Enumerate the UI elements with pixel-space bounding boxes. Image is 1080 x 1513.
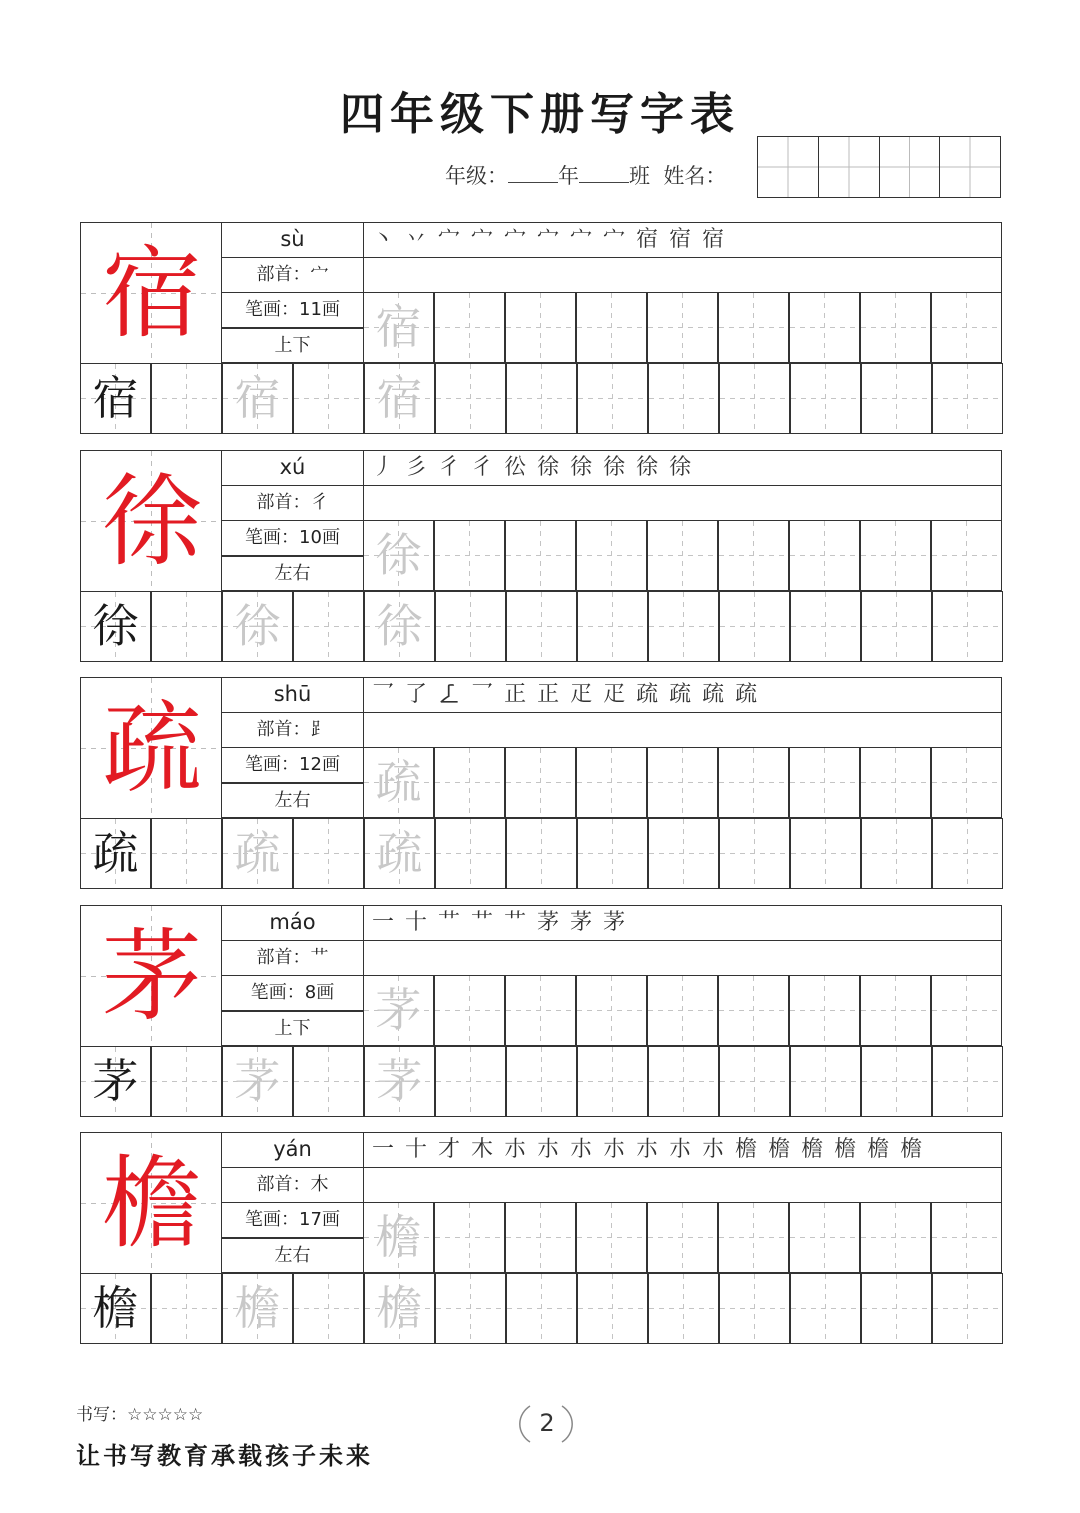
practice-cell[interactable] — [576, 292, 647, 363]
practice-cell[interactable] — [861, 591, 932, 662]
stroke-step: 乛 — [471, 682, 496, 707]
practice-cell[interactable] — [506, 818, 577, 889]
practice-cell[interactable] — [931, 1202, 1002, 1273]
stroke-step: 徐 — [636, 455, 661, 480]
practice-cell[interactable] — [861, 818, 932, 889]
practice-cell[interactable] — [790, 363, 861, 434]
practice-cell[interactable] — [647, 520, 718, 591]
stroke-step: 彸 — [504, 455, 529, 480]
stroke-step: 徐 — [603, 455, 628, 480]
name-box[interactable] — [819, 137, 880, 197]
practice-cell[interactable] — [435, 363, 506, 434]
blank-row[interactable] — [363, 940, 1002, 976]
stroke-step: 宿 — [636, 227, 661, 252]
practice-cell: 宿 — [80, 363, 151, 434]
pinyin: sù — [221, 222, 364, 258]
worksheet-title: 四年级下册写字表 — [340, 89, 740, 140]
stroke-step: 茅 — [537, 910, 562, 935]
practice-cell[interactable] — [505, 747, 576, 818]
pinyin: máo — [221, 905, 364, 941]
practice-cell[interactable] — [719, 818, 790, 889]
practice-cell[interactable] — [719, 363, 790, 434]
stroke-step: 宀 — [471, 227, 496, 252]
stroke-step: 一 — [372, 910, 397, 935]
stroke-step: 疏 — [669, 682, 694, 707]
practice-cell[interactable] — [577, 591, 648, 662]
practice-cell[interactable] — [435, 1273, 506, 1344]
practice-cell[interactable] — [790, 591, 861, 662]
grade-suffix: 年 — [558, 164, 579, 188]
practice-cell[interactable] — [576, 747, 647, 818]
stroke-step: 彳 — [471, 455, 496, 480]
character-block — [80, 1132, 1002, 1345]
practice-cell[interactable] — [505, 520, 576, 591]
practice-cell[interactable] — [861, 363, 932, 434]
stroke-step: 茅 — [570, 910, 595, 935]
stroke-step: 宀 — [570, 227, 595, 252]
stroke-step: 疋 — [603, 682, 628, 707]
radical: 部首：宀 — [221, 257, 364, 293]
stroke-step: 疏 — [702, 682, 727, 707]
practice-cell[interactable]: 宿 — [363, 292, 434, 363]
practice-cell[interactable] — [576, 975, 647, 1046]
practice-cell[interactable] — [435, 818, 506, 889]
practice-cell[interactable] — [576, 520, 647, 591]
practice-cell[interactable] — [718, 1202, 789, 1273]
page-number: 2 — [539, 1409, 555, 1437]
practice-cell[interactable] — [931, 747, 1002, 818]
stroke-step: 朩 — [702, 1137, 727, 1162]
blank-row[interactable] — [363, 712, 1002, 748]
stroke-step: 了 — [405, 682, 430, 707]
practice-cell[interactable] — [506, 363, 577, 434]
stroke-step: 宀 — [438, 227, 463, 252]
practice-cell[interactable] — [577, 818, 648, 889]
practice-cell[interactable] — [861, 1273, 932, 1344]
stroke-step: 𠄏 — [438, 682, 463, 707]
stroke-step: 宀 — [603, 227, 628, 252]
stroke-step: 宀 — [537, 227, 562, 252]
model-character: 疏 — [102, 690, 202, 807]
stroke-step: 檐 — [900, 1137, 925, 1162]
model-character: 徐 — [102, 463, 202, 580]
structure: 左右 — [221, 556, 364, 592]
model-character: 茅 — [102, 918, 202, 1035]
stroke-step: 疏 — [636, 682, 661, 707]
stroke-step: 正 — [537, 682, 562, 707]
practice-cell: 茅 — [80, 1046, 151, 1117]
practice-cell[interactable] — [506, 1273, 577, 1344]
practice-cell[interactable] — [647, 747, 718, 818]
practice-cell[interactable] — [648, 1046, 719, 1117]
stroke-step: 丶 — [372, 227, 397, 252]
blank-row[interactable] — [363, 1167, 1002, 1203]
stroke-order-row — [363, 677, 1002, 713]
radical: 部首：艹 — [221, 940, 364, 976]
character-info — [221, 450, 364, 592]
character-info — [221, 222, 364, 364]
model-character-cell — [80, 905, 222, 1047]
model-character-cell — [80, 677, 222, 819]
practice-cell[interactable] — [505, 975, 576, 1046]
stroke-count: 笔画：11画 — [221, 292, 364, 328]
footer-slogan: 让书写教育承载孩子未来 — [76, 1441, 373, 1470]
practice-cell[interactable] — [718, 292, 789, 363]
character-info — [221, 905, 364, 1047]
practice-cell[interactable]: 徐 — [364, 591, 435, 662]
pinyin: shū — [221, 677, 364, 713]
practice-cell[interactable] — [932, 1046, 1003, 1117]
practice-cell[interactable] — [790, 1273, 861, 1344]
name-box[interactable] — [940, 137, 1000, 197]
practice-cell[interactable] — [434, 292, 505, 363]
stroke-step: 疋 — [570, 682, 595, 707]
stroke-step: 茅 — [603, 910, 628, 935]
name-box[interactable] — [880, 137, 941, 197]
practice-cell[interactable] — [647, 975, 718, 1046]
practice-cell[interactable] — [860, 292, 931, 363]
practice-cell[interactable] — [789, 1202, 860, 1273]
practice-cell[interactable] — [648, 1273, 719, 1344]
blank-row[interactable] — [363, 485, 1002, 521]
practice-cell: 徐 — [80, 591, 151, 662]
stroke-step: 朩 — [504, 1137, 529, 1162]
stroke-step: 朩 — [537, 1137, 562, 1162]
practice-cell[interactable] — [647, 1202, 718, 1273]
practice-cell[interactable] — [293, 1273, 364, 1344]
practice-cell[interactable] — [434, 747, 505, 818]
practice-cell[interactable] — [860, 520, 931, 591]
practice-cell[interactable] — [577, 1046, 648, 1117]
practice-cell[interactable]: 宿 — [364, 363, 435, 434]
model-character-cell — [80, 450, 222, 592]
practice-cell[interactable] — [577, 1273, 648, 1344]
practice-cell[interactable] — [151, 818, 222, 889]
stroke-step: 宀 — [504, 227, 529, 252]
practice-cell[interactable] — [435, 1046, 506, 1117]
practice-cell[interactable] — [931, 292, 1002, 363]
practice-cell: 檐 — [80, 1273, 151, 1344]
practice-cell[interactable] — [434, 975, 505, 1046]
character-block — [80, 222, 1002, 435]
practice-cell[interactable] — [505, 292, 576, 363]
stroke-step: 彳 — [438, 455, 463, 480]
practice-cell: 疏 — [80, 818, 151, 889]
model-character-cell — [80, 1132, 222, 1274]
practice-cell[interactable] — [718, 975, 789, 1046]
stroke-step: 檐 — [867, 1137, 892, 1162]
name-label: 姓名： — [663, 164, 727, 188]
character-block — [80, 450, 1002, 663]
character-info — [221, 1132, 364, 1274]
practice-cell[interactable] — [790, 818, 861, 889]
practice-cell[interactable] — [293, 591, 364, 662]
practice-cell[interactable] — [789, 520, 860, 591]
stroke-step: 木 — [471, 1137, 496, 1162]
stroke-step: 丷 — [405, 227, 430, 252]
stroke-step: 十 — [405, 1137, 430, 1162]
practice-cell[interactable] — [151, 1273, 222, 1344]
stroke-step: 疏 — [735, 682, 760, 707]
pinyin: xú — [221, 450, 364, 486]
model-character-cell — [80, 222, 222, 364]
stroke-count: 笔画：8画 — [221, 975, 364, 1011]
stroke-step: 丿 — [372, 455, 397, 480]
practice-cell[interactable] — [860, 975, 931, 1046]
practice-cell[interactable] — [789, 292, 860, 363]
stroke-step: 宿 — [669, 227, 694, 252]
character-block — [80, 677, 1002, 890]
stroke-order-row — [363, 450, 1002, 486]
stroke-step: 彡 — [405, 455, 430, 480]
radical: 部首：木 — [221, 1167, 364, 1203]
blank-row[interactable] — [363, 257, 1002, 293]
practice-cell[interactable] — [789, 747, 860, 818]
practice-cell[interactable] — [932, 818, 1003, 889]
practice-cell[interactable] — [293, 363, 364, 434]
stroke-step: 檐 — [735, 1137, 760, 1162]
name-box[interactable] — [758, 137, 819, 197]
grade-blank[interactable] — [508, 165, 558, 183]
structure: 上下 — [221, 328, 364, 364]
stroke-step: 檐 — [768, 1137, 793, 1162]
practice-cell[interactable]: 疏 — [363, 747, 434, 818]
stroke-step: 乛 — [372, 682, 397, 707]
practice-cell[interactable] — [434, 1202, 505, 1273]
stroke-step: 徐 — [669, 455, 694, 480]
stroke-step: 艹 — [471, 910, 496, 935]
practice-cell[interactable] — [434, 520, 505, 591]
radical: 部首：彳 — [221, 485, 364, 521]
name-writing-grid[interactable] — [757, 136, 1001, 198]
stroke-step: 艹 — [438, 910, 463, 935]
writing-rating: 书写：☆☆☆☆☆ — [76, 1405, 204, 1425]
practice-cell[interactable] — [647, 292, 718, 363]
practice-cell[interactable] — [577, 363, 648, 434]
practice-cell[interactable]: 疏 — [222, 818, 293, 889]
model-character: 宿 — [102, 235, 202, 352]
practice-cell[interactable] — [718, 747, 789, 818]
model-character: 檐 — [102, 1145, 202, 1262]
practice-cell[interactable] — [293, 818, 364, 889]
practice-cell[interactable] — [790, 1046, 861, 1117]
stroke-step: 檐 — [834, 1137, 859, 1162]
practice-cell[interactable] — [505, 1202, 576, 1273]
stroke-step: 朩 — [570, 1137, 595, 1162]
practice-cell[interactable] — [719, 591, 790, 662]
practice-cell[interactable] — [861, 1046, 932, 1117]
practice-cell[interactable] — [435, 591, 506, 662]
stroke-count: 笔画：12画 — [221, 747, 364, 783]
practice-cell[interactable] — [151, 1046, 222, 1117]
practice-cell[interactable] — [648, 363, 719, 434]
practice-cell[interactable] — [293, 1046, 364, 1117]
stroke-step: 朩 — [636, 1137, 661, 1162]
practice-cell[interactable] — [932, 1273, 1003, 1344]
structure: 左右 — [221, 1238, 364, 1274]
practice-cell[interactable]: 檐 — [222, 1273, 293, 1344]
student-info-line — [445, 160, 726, 190]
stroke-order-row — [363, 905, 1002, 941]
stroke-step: 才 — [438, 1137, 463, 1162]
stroke-order-row — [363, 222, 1002, 258]
practice-cell[interactable] — [932, 363, 1003, 434]
character-info — [221, 677, 364, 819]
practice-cell[interactable] — [932, 591, 1003, 662]
practice-cell[interactable] — [648, 591, 719, 662]
structure: 左右 — [221, 783, 364, 819]
practice-cell[interactable] — [931, 520, 1002, 591]
practice-cell[interactable]: 檐 — [364, 1273, 435, 1344]
practice-cell[interactable] — [506, 591, 577, 662]
stroke-step: 徐 — [570, 455, 595, 480]
practice-cell[interactable]: 檐 — [363, 1202, 434, 1273]
character-block — [80, 905, 1002, 1118]
structure: 上下 — [221, 1011, 364, 1047]
practice-cell[interactable]: 疏 — [364, 818, 435, 889]
practice-cell[interactable] — [719, 1046, 790, 1117]
stroke-step: 檐 — [801, 1137, 826, 1162]
stroke-step: 朩 — [603, 1137, 628, 1162]
practice-cell[interactable]: 徐 — [363, 520, 434, 591]
stroke-count: 笔画：10画 — [221, 520, 364, 556]
stroke-step: 徐 — [537, 455, 562, 480]
class-suffix: 班 — [629, 164, 650, 188]
stroke-step: 朩 — [669, 1137, 694, 1162]
practice-cell[interactable] — [648, 818, 719, 889]
practice-cell[interactable]: 茅 — [363, 975, 434, 1046]
stroke-step: 十 — [405, 910, 430, 935]
practice-cell[interactable] — [860, 1202, 931, 1273]
practice-cell[interactable]: 徐 — [222, 591, 293, 662]
practice-cell[interactable] — [719, 1273, 790, 1344]
practice-cell[interactable] — [151, 591, 222, 662]
practice-cell[interactable]: 宿 — [222, 363, 293, 434]
practice-cell[interactable] — [931, 975, 1002, 1046]
stroke-count: 笔画：17画 — [221, 1202, 364, 1238]
pinyin: yán — [221, 1132, 364, 1168]
practice-cell[interactable]: 茅 — [222, 1046, 293, 1117]
radical: 部首：⻊ — [221, 712, 364, 748]
practice-cell[interactable] — [576, 1202, 647, 1273]
class-blank[interactable] — [579, 165, 629, 183]
practice-cell[interactable] — [506, 1046, 577, 1117]
practice-cell[interactable] — [718, 520, 789, 591]
stroke-step: 宿 — [702, 227, 727, 252]
stroke-step: 艹 — [504, 910, 529, 935]
practice-cell[interactable] — [860, 747, 931, 818]
practice-cell[interactable] — [789, 975, 860, 1046]
stroke-order-row — [363, 1132, 1002, 1168]
grade-label: 年级： — [445, 164, 508, 188]
stroke-step: 正 — [504, 682, 529, 707]
practice-cell[interactable]: 茅 — [364, 1046, 435, 1117]
practice-cell[interactable] — [151, 363, 222, 434]
stroke-step: 一 — [372, 1137, 397, 1162]
